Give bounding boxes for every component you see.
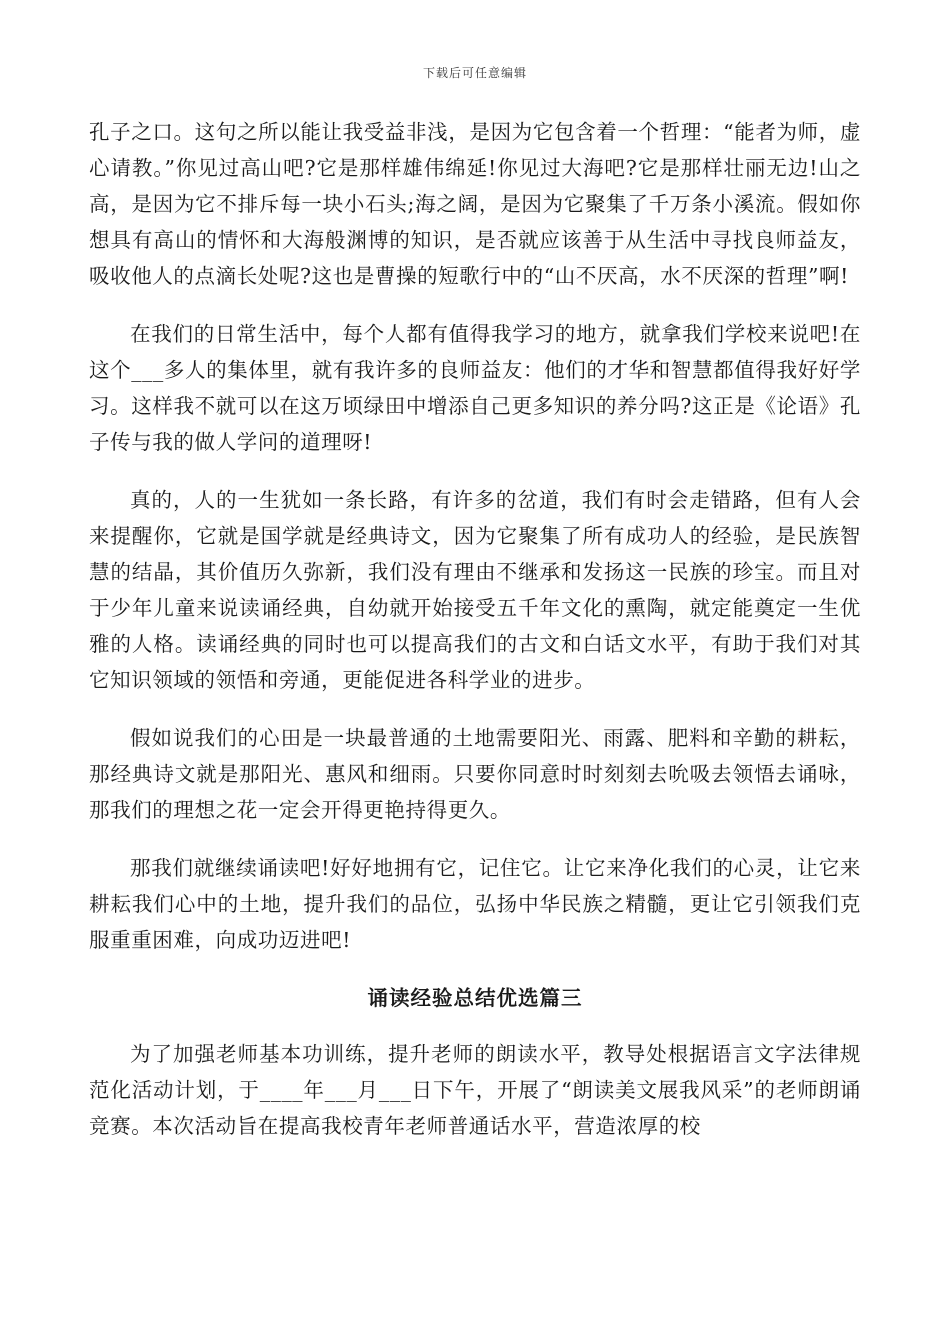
section-title: 诵读经验总结优选篇三 [367, 986, 583, 1010]
paragraph-2: 在我们的日常生活中，每个人都有值得我学习的地方，就拿我们学校来说吧!在这个___多人的集体里，就有我许多的良师益友：他们的才华和智慧都值得我好好学习。这样我不就可以在这万顷绿田中增添自己更多知识的养分吗?这正是《论语》孔子传与我的做人学问的道理呀! [89, 322, 861, 454]
page-header: 下载后可任意编辑 [422, 66, 527, 80]
paragraph-1: 孔子之口。这句之所以能让我受益非浅，是因为它包含着一个哲理：“能者为师，虚心请教。”你见过高山吧?它是那样雄伟绵延!你见过大海吧?它是那样壮丽无边!山之高，是因为它不排斥每一块小石头;海之阔，是因为它聚集了千万条小溪流。假如你想具有高山的情怀和大海般渊博的知识，是否就应该善于从生活中寻找良师益友，吸收他人的点滴长处呢?这也是曹操的短歌行中的“山不厌高，水不厌深的哲理”啊! [89, 120, 861, 288]
paragraph-4: 假如说我们的心田是一块最普通的土地需要阳光、雨露、肥料和辛勤的耕耘，那经典诗文就是那阳光、惠风和细雨。只要你同意时时刻刻去吮吸去领悟去诵咏，那我们的理想之花一定会开得更艳持得更久。 [89, 726, 861, 822]
paragraph-6: 为了加强老师基本功训练，提升老师的朗读水平，教导处根据语言文字法律规范化活动计划，于____年___月___日下午，开展了“朗读美文展我风采”的老师朗诵竞赛。本次活动旨在提高我校青年老师普通话水平，营造浓厚的校 [89, 1042, 861, 1138]
paragraph-3: 真的，人的一生犹如一条长路，有许多的岔道，我们有时会走错路，但有人会来提醒你，它就是国学就是经典诗文，因为它聚集了所有成功人的经验，是民族智慧的结晶，其价值历久弥新，我们没有理由不继承和发扬这一民族的珍宝。而且对于少年儿童来说读诵经典，自幼就开始接受五千年文化的熏陶，就定能奠定一生优雅的人格。读诵经典的同时也可以提高我们的古文和白话文水平，有助于我们对其它知识领域的领悟和旁通，更能促进各科学业的进步。 [89, 488, 861, 692]
document-body [89, 114, 861, 1166]
paragraph-5: 那我们就继续诵读吧!好好地拥有它，记住它。让它来净化我们的心灵，让它来耕耘我们心中的土地，提升我们的品位，弘扬中华民族之精髓，更让它引领我们克服重重困难，向成功迈进吧! [89, 856, 861, 952]
